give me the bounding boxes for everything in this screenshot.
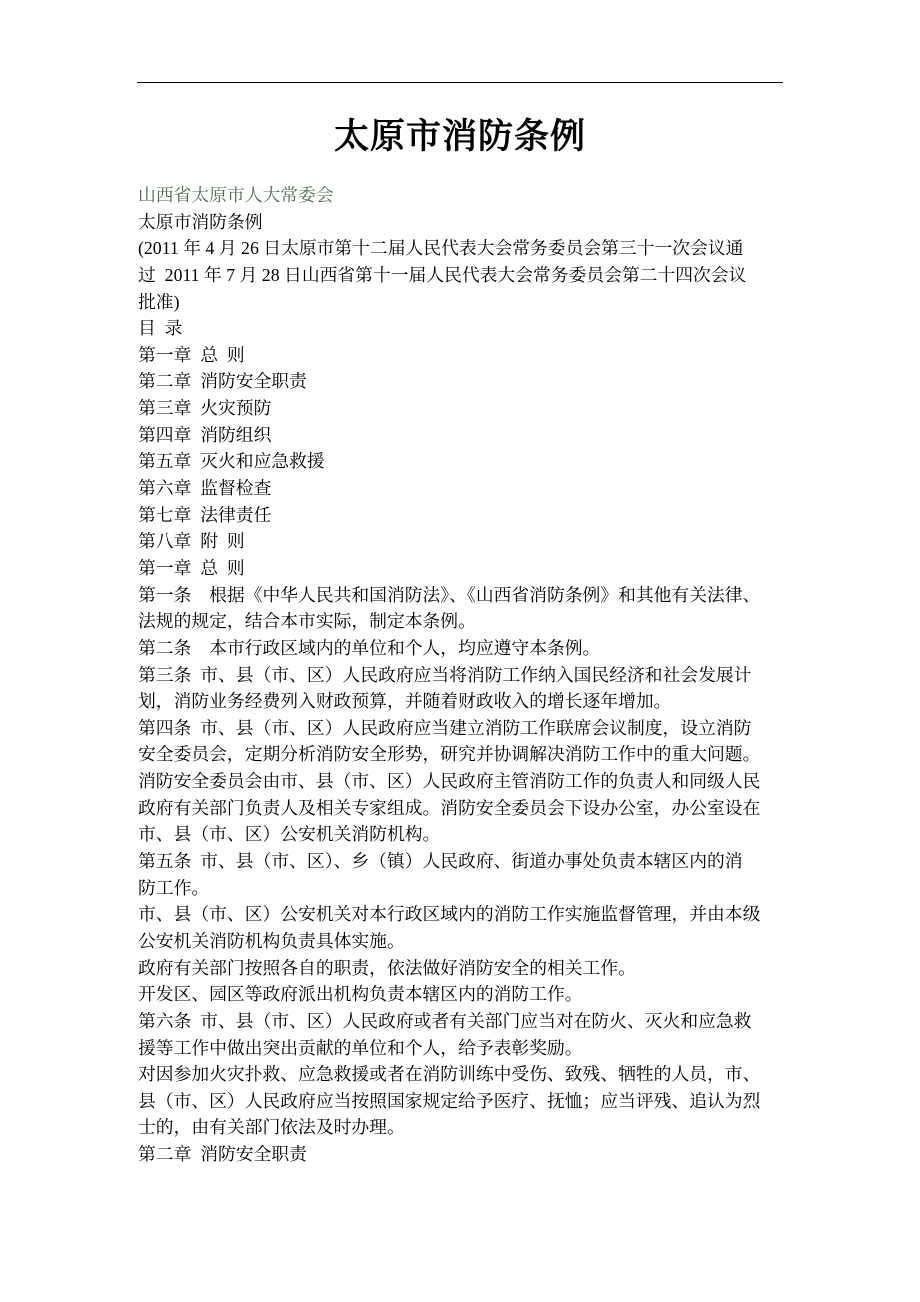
text-line: 安全委员会，定期分析消防安全形势，研究并协调解决消防工作中的重大问题。 [138,744,761,765]
text-line: (2011 年 4 月 26 日太原市第十二届人民代表大会常务委员会第三十一次会议通 [138,238,744,259]
text-line: 援等工作中做出突出贡献的单位和个人，给予表彰奖励。 [138,1037,583,1058]
text-line: 第二章 消防安全职责 [138,1144,307,1165]
text-line: 县（市、区）人民政府应当按照国家规定给予医疗、抚恤；应当评残、追认为烈 [138,1090,761,1111]
text-line: 法规的规定，结合本市实际，制定本条例。 [138,611,476,632]
text-line: 过 2011 年 7 月 28 日山西省第十一届人民代表大会常务委员会第二十四次会议 [138,264,747,285]
text-line: 第八章 附 则 [138,531,245,552]
text-line: 防工作。 [138,877,210,898]
text-line: 政府有关部门负责人及相关专家组成。消防安全委员会下设办公室，办公室设在 [138,797,761,818]
text-line: 第二章 消防安全职责 [138,371,307,392]
text-line: 对因参加火灾扑救、应急救援或者在消防训练中受伤、致残、牺牲的人员，市、 [138,1064,761,1085]
document-body [138,182,788,1168]
text-line: 消防安全委员会由市、县（市、区）人民政府主管消防工作的负责人和同级人民 [138,771,761,792]
text-line: 第一条 根据《中华人民共和国消防法》、《山西省消防条例》和其他有关法律、 [138,584,761,605]
text-line: 第四章 消防组织 [138,424,272,445]
text-line: 划，消防业务经费列入财政预算，并随着财政收入的增长逐年增加。 [138,691,672,712]
text-line: 第一章 总 则 [138,344,245,365]
text-line: 批准) [138,291,180,312]
text-line: 太原市消防条例 [138,211,263,232]
text-line: 第五章 灭火和应急救援 [138,451,325,472]
document-title: 太原市消防条例 [333,117,586,156]
text-line: 第五条 市、县（市、区）、乡（镇）人民政府、街道办事处负责本辖区内的消 [138,851,743,872]
text-line: 政府有关部门按照各自的职责，依法做好消防安全的相关工作。 [138,957,636,978]
text-line: 第四条 市、县（市、区）人民政府应当建立消防工作联席会议制度，设立消防 [138,717,752,738]
text-line: 开发区、园区等政府派出机构负责本辖区内的消防工作。 [138,984,583,1005]
text-line: 市、县（市、区）公安机关对本行政区域内的消防工作实施监督管理，并由本级 [138,904,761,925]
text-line: 第七章 法律责任 [138,504,272,525]
text-line: 市、县（市、区）公安机关消防机构。 [138,824,441,845]
text-line: 第三条 市、县（市、区）人民政府应当将消防工作纳入国民经济和社会发展计 [138,664,752,685]
text-line: 第六章 监督检查 [138,478,272,499]
issuing-authority: 山西省太原市人大常委会 [138,185,334,205]
text-line: 第一章 总 则 [138,557,245,578]
text-line: 公安机关消防机构负责具体实施。 [138,930,405,951]
text-line: 士的，由有关部门依法及时办理。 [138,1117,405,1138]
text-line: 第六条 市、县（市、区）人民政府或者有关部门应当对在防火、灭火和应急救 [138,1010,752,1031]
header-rule [137,82,783,83]
text-line: 目 录 [138,318,183,339]
text-line: 第二条 本市行政区域内的单位和个人，均应遵守本条例。 [138,637,601,658]
text-line: 第三章 火灾预防 [138,398,272,419]
